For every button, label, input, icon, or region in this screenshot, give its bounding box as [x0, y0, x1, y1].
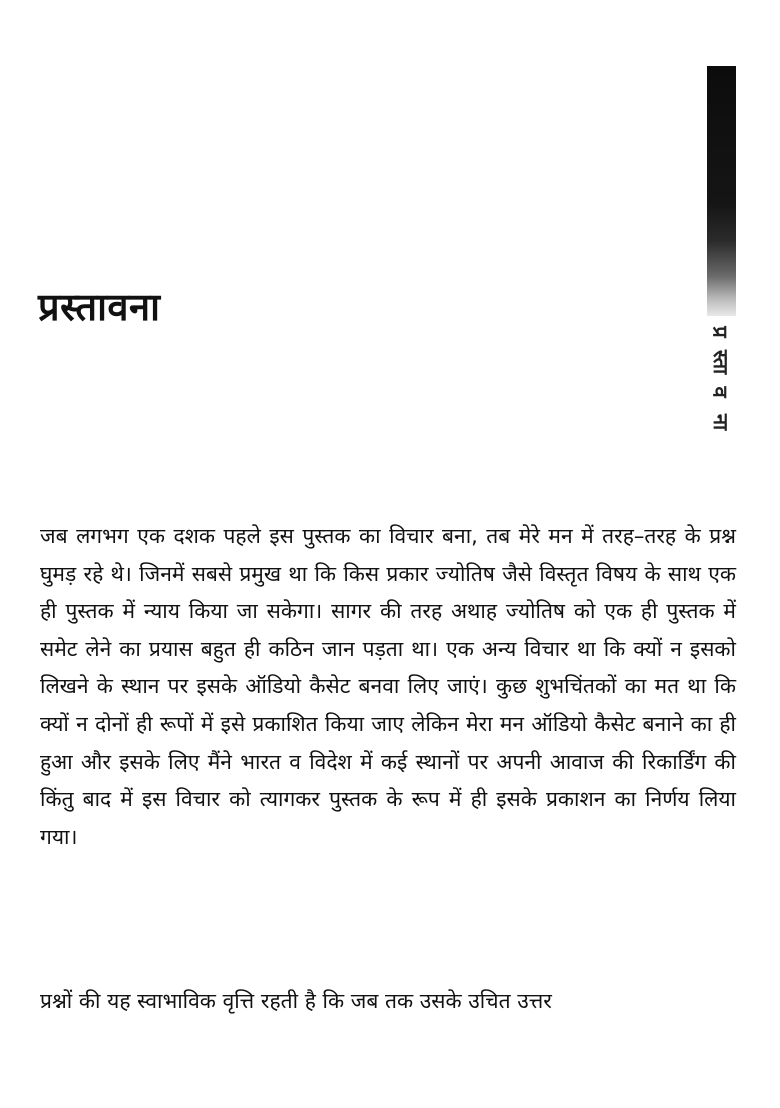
chapter-side-tab-label	[703, 320, 739, 434]
chapter-side-tab	[707, 66, 736, 316]
paragraph-1: जब लगभग एक दशक पहले इस पुस्तक का विचार बना, तब मेरे मन में तरह–तरह के प्रश्न घुमड़ रहे थे। जिनमें सबसे प्रमुख था कि किस प्रकार ज्योतिष जैसे विस्तृत विषय के साथ एक ही पुस्तक में न्याय किया जा सकेगा। सागर की तरह अथाह ज्योतिष को एक ही पुस्तक में समेट लेने का प्रयास बहुत ही कठिन जान पड़ता था। एक अन्य विचार था कि क्यों न इसको लिखने के स्थान पर इसके ऑडियो कैसेट बनवा लिए जाएं। कुछ शुभचिंतकों का मत था कि क्यों न दोनों ही रूपों में इसे प्रकाशित किया जाए लेकिन मेरा मन ऑडियो कैसेट बनाने का ही हुआ और इसके लिए मैंने भारत व विदेश में कई स्थानों पर अपनी आवाज की रिकार्डिंग की किंतु बाद में इस विचार को त्यागकर पुस्तक के रूप में ही इसके प्रकाशन का निर्णय लिया गया।	[40, 524, 736, 849]
page-title: प्रस्तावना	[38, 285, 161, 329]
paragraph-2: प्रश्नों की यह स्वाभाविक वृत्ति रहती है कि जब तक उसके उचित उत्तर	[40, 989, 552, 1013]
side-tab-glyph: स्ता	[709, 349, 733, 375]
side-tab-glyph: व	[709, 386, 733, 398]
side-tab-glyph: ना	[709, 413, 733, 431]
side-tab-glyph: प्र	[708, 326, 733, 338]
